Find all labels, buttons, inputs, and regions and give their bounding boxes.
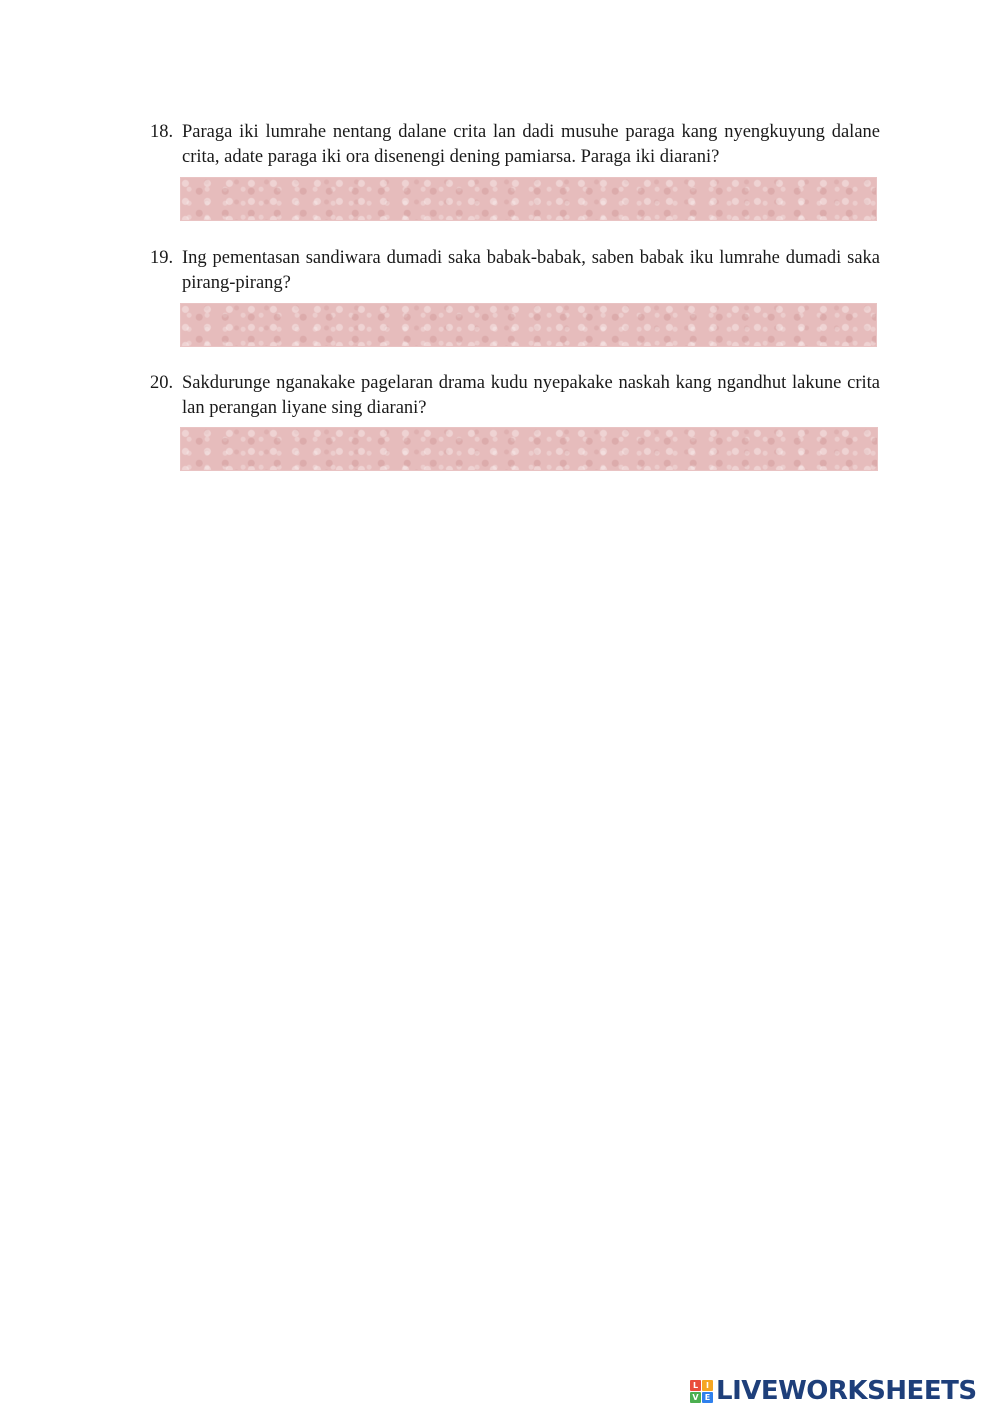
logo-mark-icon xyxy=(690,1380,713,1403)
question-18 xyxy=(150,120,880,170)
answer-input-19[interactable] xyxy=(180,303,877,347)
logo-cell: V xyxy=(690,1392,701,1403)
question-text: Ing pementasan sandiwara dumadi saka babak-babak, saben babak iku lumrahe dumadi saka pirang-pirang? xyxy=(182,248,880,293)
answer-input-18[interactable] xyxy=(180,177,877,221)
question-text: Paraga iki lumrahe nentang dalane crita lan dadi musuhe paraga kang nyengkuyung dalane crita, adate paraga iki ora disenengi dening pamiarsa. Paraga iki diarani? xyxy=(182,122,880,167)
logo-text: LIVEWORKSHEETS xyxy=(716,1376,977,1406)
question-number: 18. xyxy=(150,122,174,142)
liveworksheets-logo xyxy=(690,1374,977,1408)
logo-cell: L xyxy=(690,1380,701,1391)
question-20 xyxy=(150,371,880,421)
answer-input-20[interactable] xyxy=(180,427,878,471)
logo-cell: I xyxy=(702,1380,713,1391)
question-number: 20. xyxy=(150,373,174,393)
logo-cell: E xyxy=(702,1392,713,1403)
question-19 xyxy=(150,246,880,296)
question-number: 19. xyxy=(150,248,174,268)
question-text: Sakdurunge nganakake pagelaran drama kudu nyepakake naskah kang ngandhut lakune crita lan perangan liyane sing diarani? xyxy=(182,373,880,418)
